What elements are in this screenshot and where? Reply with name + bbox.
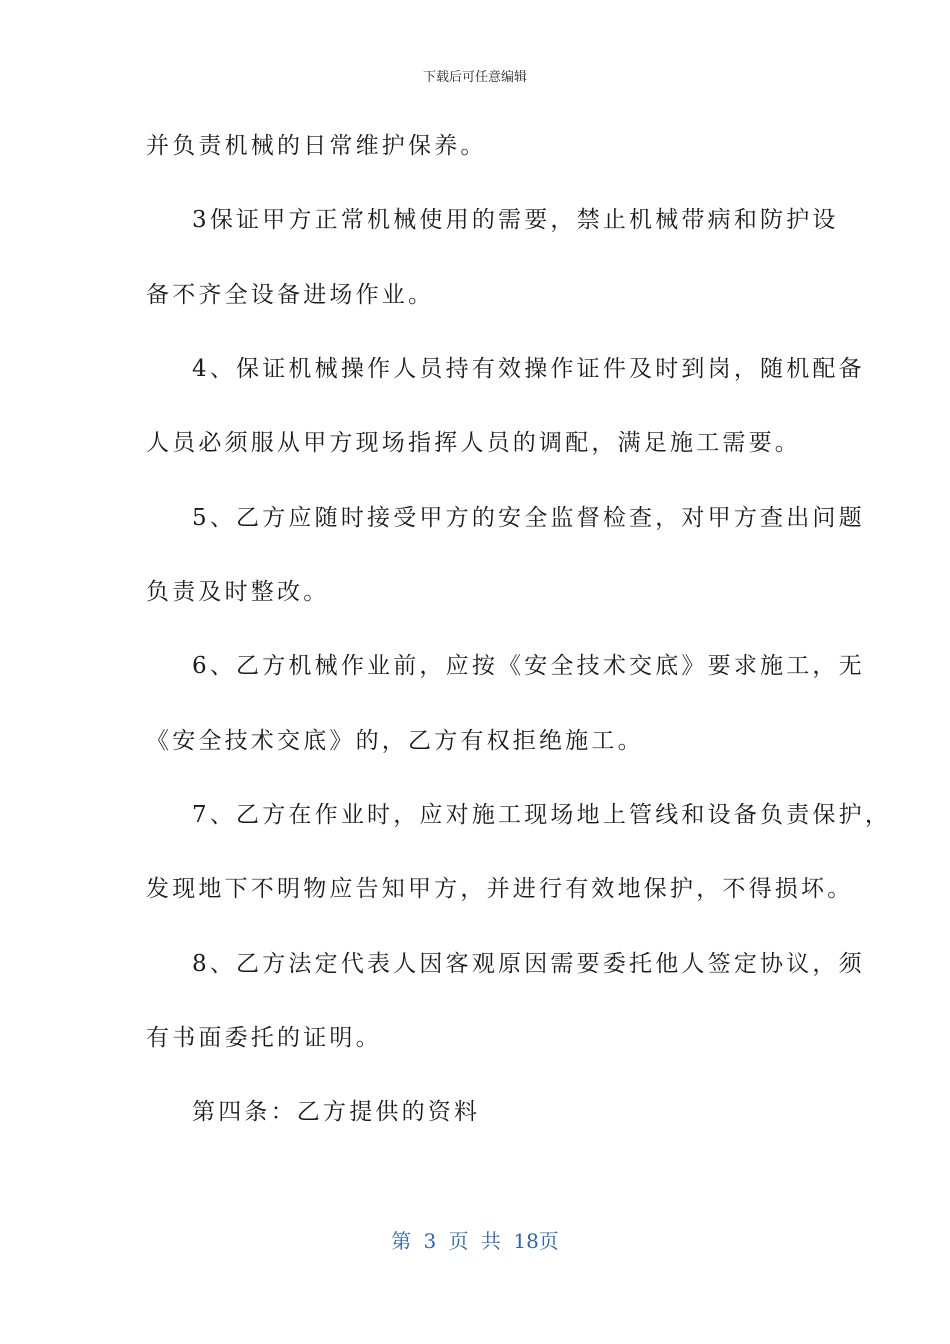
page-header: 下载后可任意编辑 xyxy=(422,70,527,85)
body-line: 6、乙方机械作业前，应按《安全技术交底》要求施工，无 xyxy=(192,653,865,679)
body-line: 8、乙方法定代表人因客观原因需要委托他人签定协议，须 xyxy=(192,951,865,977)
body-line: 有书面委托的证明。 xyxy=(146,1025,382,1051)
body-line: 发现地下不明物应告知甲方，并进行有效地保护，不得损坏。 xyxy=(146,876,854,902)
body-line: 7、乙方在作业时，应对施工现场地上管线和设备负责保护， xyxy=(192,802,892,828)
body-line: 负责及时整改。 xyxy=(146,579,330,605)
body-line: 《安全技术交底》的，乙方有权拒绝施工。 xyxy=(146,728,644,754)
page-footer: 第 3 页 共 18页 xyxy=(391,1229,559,1253)
body-line: 备不齐全设备进场作业。 xyxy=(146,282,435,308)
section-heading: 第四条：乙方提供的资料 xyxy=(192,1099,481,1125)
body-line: 5、乙方应随时接受甲方的安全监督检查，对甲方查出问题 xyxy=(192,505,865,531)
body-line: 并负责机械的日常维护保养。 xyxy=(146,133,487,159)
body-line: 4、保证机械操作人员持有效操作证件及时到岗，随机配备 xyxy=(192,356,865,382)
body-line: 人员必须服从甲方现场指挥人员的调配，满足施工需要。 xyxy=(146,430,801,456)
body-line: 3保证甲方正常机械使用的需要，禁止机械带病和防护设 xyxy=(192,207,839,233)
